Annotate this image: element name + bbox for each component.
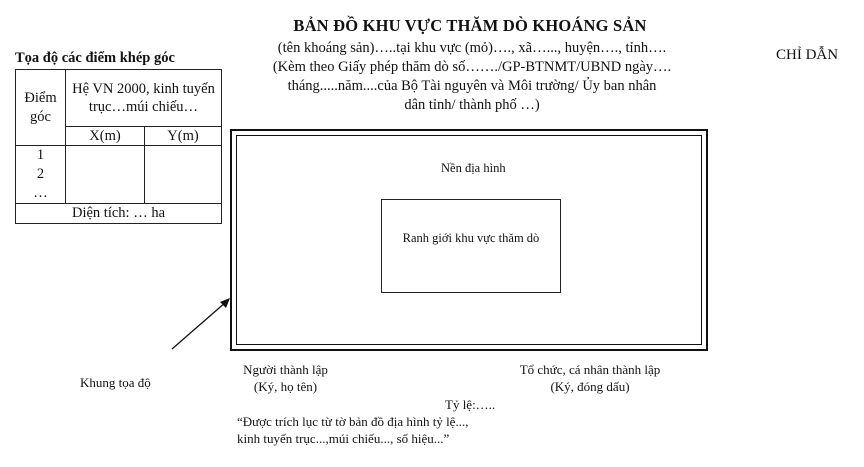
col-x-header: X(m) (66, 127, 145, 146)
subtitle-line-2: (Kèm theo Giấy phép thăm dò số……./GP-BTNMT/UBND ngày…. (272, 59, 672, 75)
col-point-header: Điểm góc (16, 70, 66, 146)
y-values-cell (145, 146, 222, 204)
point-1: 1 (36, 147, 45, 163)
map-title: BẢN ĐỒ KHU VỰC THĂM DÒ KHOÁNG SẢN (293, 16, 647, 35)
subtitle-line-4: dân tỉnh/ thành phố …) (404, 97, 540, 113)
excerpt-line-2: kinh tuyến trục...,múi chiếu..., số hiệu...” (237, 431, 450, 446)
org-title: Tổ chức, cá nhân thành lập (519, 362, 661, 377)
scale-label: Tỷ lệ:….. (445, 397, 496, 412)
point-list (16, 146, 66, 204)
coord-table-heading: Tọa độ các điểm khép góc (15, 50, 175, 66)
org-note: (Ký, đóng dấu) (550, 379, 630, 394)
creator-title: Người thành lập (243, 362, 328, 377)
creator-note: (Ký, họ tên) (253, 379, 318, 394)
boundary-label: Ranh giới khu vực thăm dò (402, 231, 540, 245)
legend-label: CHỈ DẪN (776, 47, 839, 63)
point-more: … (33, 185, 48, 201)
area-row: Diện tích: … ha (16, 204, 222, 224)
frame-pointer-arrow-icon (160, 290, 240, 360)
excerpt-line-1: “Được trích lục từ tờ bản đồ địa hình tỷ lệ..., (237, 414, 469, 429)
x-values-cell (66, 146, 145, 204)
subtitle-line-3: tháng.....năm....của Bộ Tài nguyên và Môi trường/ Ủy ban nhân (287, 78, 657, 94)
point-2: 2 (36, 166, 45, 182)
col-system-header: Hệ VN 2000, kinh tuyến trục…múi chiếu… (66, 70, 222, 127)
coord-table (15, 69, 222, 224)
col-y-header: Y(m) (145, 127, 222, 146)
subtitle-line-1: (tên khoáng sản)…..tại khu vực (mỏ)…., xã…..., huyện…., tỉnh…. (277, 40, 667, 56)
exploration-boundary (381, 199, 561, 293)
terrain-label: Nền địa hình (441, 161, 506, 175)
frame-label: Khung tọa độ (80, 375, 151, 390)
